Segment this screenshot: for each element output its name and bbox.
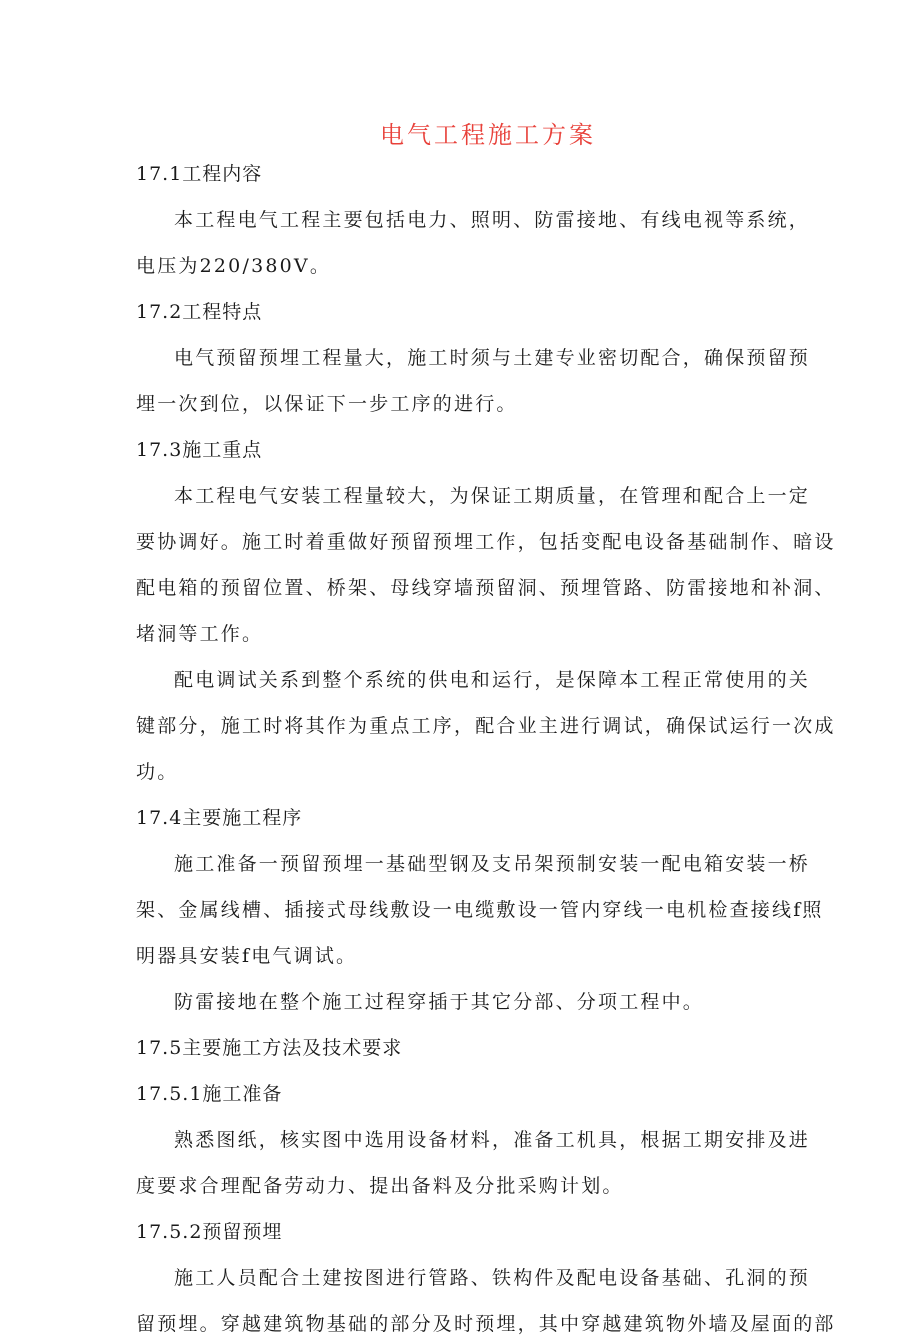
paragraph-line: 埋一次到位，以保证下一步工序的进行。	[136, 393, 518, 415]
paragraph-line: 电气预留预埋工程量大，施工时须与土建专业密切配合，确保预留预	[174, 347, 811, 369]
paragraph-line: 本工程电气工程主要包括电力、照明、防雷接地、有线电视等系统，	[174, 209, 811, 231]
section-heading-17-5-1: 17.5.1施工准备	[136, 1083, 283, 1105]
paragraph	[136, 208, 810, 278]
page-title: 电气工程施工方案	[380, 121, 596, 149]
paragraph-line: 防雷接地在整个施工过程穿插于其它分部、分项工程中。	[174, 991, 705, 1013]
paragraph	[136, 484, 836, 646]
paragraph	[136, 668, 836, 784]
section-heading-17-5: 17.5主要施工方法及技术要求	[136, 1037, 403, 1059]
section-heading-17-2: 17.2工程特点	[136, 301, 263, 323]
paragraph-line: 堵洞等工作。	[136, 623, 264, 645]
paragraph-line: 施工人员配合土建按图进行管路、铁构件及配电设备基础、孔洞的预	[174, 1267, 811, 1289]
paragraph	[136, 990, 810, 1014]
paragraph	[136, 852, 824, 968]
paragraph	[136, 346, 810, 416]
paragraph	[136, 1266, 836, 1336]
paragraph-line: 施工准备一预留预埋一基础型钢及支吊架预制安装一配电箱安装一桥	[174, 853, 811, 875]
paragraph-line: 本工程电气安装工程量较大，为保证工期质量，在管理和配合上一定	[174, 485, 811, 507]
paragraph-line: 留预埋。穿越建筑物基础的部分及时预埋，其中穿越建筑物外墙及屋面的部	[136, 1313, 836, 1335]
paragraph-line: 配电箱的预留位置、桥架、母线穿墙预留洞、预埋管路、防雷接地和补洞、	[136, 577, 836, 599]
paragraph-line: 明器具安装f电气调试。	[136, 945, 358, 967]
paragraph-line: 键部分，施工时将其作为重点工序，配合业主进行调试，确保试运行一次成	[136, 715, 836, 737]
paragraph-line: 要协调好。施工时着重做好预留预埋工作，包括变配电设备基础制作、暗设	[136, 531, 836, 553]
paragraph-line: 配电调试关系到整个系统的供电和运行，是保障本工程正常使用的关	[174, 669, 811, 691]
paragraph-line: 功。	[136, 761, 179, 783]
section-heading-17-3: 17.3施工重点	[136, 439, 263, 461]
section-heading-17-1: 17.1工程内容	[136, 163, 263, 185]
paragraph-line: 熟悉图纸，核实图中选用设备材料，准备工机具，根据工期安排及进	[174, 1129, 811, 1151]
paragraph-line: 电压为220/380V。	[136, 255, 332, 277]
paragraph-line: 度要求合理配备劳动力、提出备料及分批采购计划。	[136, 1175, 624, 1197]
section-heading-17-4: 17.4主要施工程序	[136, 807, 303, 829]
section-heading-17-5-2: 17.5.2预留预埋	[136, 1221, 283, 1243]
paragraph-line: 架、金属线槽、插接式母线敷设一电缆敷设一管内穿线一电机检查接线f照	[136, 899, 824, 921]
paragraph	[136, 1128, 810, 1198]
